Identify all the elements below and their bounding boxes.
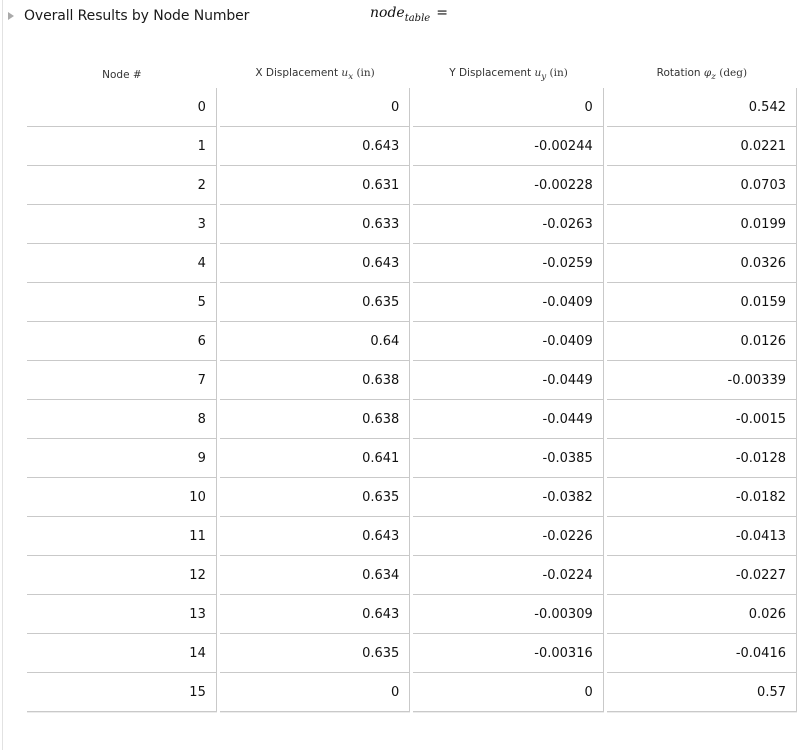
column-header-symbol: u bbox=[534, 67, 542, 80]
cell-node-number: 0 bbox=[27, 88, 217, 127]
formula-equals: = bbox=[436, 5, 448, 21]
cell-x-displacement: 0.635 bbox=[220, 283, 410, 322]
column-header-unit: (deg) bbox=[715, 67, 748, 80]
column-header-text: X Displacement bbox=[255, 67, 342, 80]
cell-x-displacement: 0.643 bbox=[220, 595, 410, 634]
cell-node-number: 9 bbox=[27, 439, 217, 478]
cell-x-displacement: 0.634 bbox=[220, 556, 410, 595]
table-row bbox=[27, 283, 797, 322]
cell-rotation: -0.0015 bbox=[607, 400, 797, 439]
table-row bbox=[27, 400, 797, 439]
column-header-symbol: φ bbox=[703, 67, 712, 80]
cell-node-number: 11 bbox=[27, 517, 217, 556]
cell-rotation: -0.0413 bbox=[607, 517, 797, 556]
cell-rotation: -0.00339 bbox=[607, 361, 797, 400]
cell-x-displacement: 0.643 bbox=[220, 127, 410, 166]
table-row bbox=[27, 478, 797, 517]
cell-node-number: 3 bbox=[27, 205, 217, 244]
cell-node-number: 5 bbox=[27, 283, 217, 322]
table-row bbox=[27, 673, 797, 712]
cell-rotation: 0.542 bbox=[607, 88, 797, 127]
column-header-subscript: x bbox=[348, 72, 354, 83]
cell-x-displacement: 0.631 bbox=[220, 166, 410, 205]
cell-node-number: 7 bbox=[27, 361, 217, 400]
column-header-text: Y Displacement bbox=[449, 67, 535, 80]
table-row bbox=[27, 361, 797, 400]
table-row bbox=[27, 517, 797, 556]
cell-y-displacement: -0.0263 bbox=[413, 205, 603, 244]
cell-node-number: 13 bbox=[27, 595, 217, 634]
cell-rotation: 0.0326 bbox=[607, 244, 797, 283]
cell-node-number: 14 bbox=[27, 634, 217, 673]
cell-rotation: -0.0182 bbox=[607, 478, 797, 517]
column-header-text: Node # bbox=[102, 69, 142, 81]
region-left-border bbox=[2, 0, 3, 750]
cell-x-displacement: 0 bbox=[220, 88, 410, 127]
cell-node-number: 10 bbox=[27, 478, 217, 517]
formula-variable: node bbox=[370, 5, 405, 21]
cell-y-displacement: -0.0409 bbox=[413, 322, 603, 361]
cell-x-displacement: 0.635 bbox=[220, 634, 410, 673]
cell-rotation: -0.0128 bbox=[607, 439, 797, 478]
cell-x-displacement: 0.64 bbox=[220, 322, 410, 361]
column-header-subscript: y bbox=[541, 72, 547, 83]
table-header-row bbox=[27, 62, 797, 88]
column-header-subscript: z bbox=[711, 72, 716, 83]
table-row bbox=[27, 634, 797, 673]
cell-x-displacement: 0.638 bbox=[220, 400, 410, 439]
expand-triangle-icon[interactable] bbox=[8, 12, 14, 20]
cell-rotation: 0.0126 bbox=[607, 322, 797, 361]
cell-rotation: 0.0199 bbox=[607, 205, 797, 244]
cell-node-number: 2 bbox=[27, 166, 217, 205]
formula-subscript: table bbox=[404, 12, 431, 24]
table-row bbox=[27, 244, 797, 283]
table-row bbox=[27, 556, 797, 595]
cell-y-displacement: -0.0385 bbox=[413, 439, 603, 478]
column-header-rotation bbox=[607, 62, 797, 88]
column-header-unit: (in) bbox=[353, 67, 375, 80]
column-header-text: Rotation bbox=[656, 67, 704, 80]
cell-y-displacement: -0.00316 bbox=[413, 634, 603, 673]
cell-x-displacement: 0.633 bbox=[220, 205, 410, 244]
table-row bbox=[27, 127, 797, 166]
table-row bbox=[27, 166, 797, 205]
cell-y-displacement: -0.0224 bbox=[413, 556, 603, 595]
formula-label bbox=[370, 5, 448, 24]
cell-y-displacement: -0.0449 bbox=[413, 361, 603, 400]
cell-rotation: 0.57 bbox=[607, 673, 797, 712]
cell-y-displacement: -0.0409 bbox=[413, 283, 603, 322]
cell-node-number: 1 bbox=[27, 127, 217, 166]
column-header-x-displacement bbox=[220, 62, 410, 88]
cell-y-displacement: -0.00309 bbox=[413, 595, 603, 634]
cell-node-number: 6 bbox=[27, 322, 217, 361]
cell-y-displacement: -0.0226 bbox=[413, 517, 603, 556]
cell-y-displacement: -0.0259 bbox=[413, 244, 603, 283]
cell-node-number: 4 bbox=[27, 244, 217, 283]
cell-rotation: 0.026 bbox=[607, 595, 797, 634]
cell-y-displacement: 0 bbox=[413, 88, 603, 127]
section-header[interactable] bbox=[8, 6, 249, 26]
column-header-y-displacement bbox=[413, 62, 603, 88]
cell-x-displacement: 0 bbox=[220, 673, 410, 712]
node-results-table bbox=[24, 62, 800, 712]
column-header-unit: (in) bbox=[546, 67, 568, 80]
cell-y-displacement: 0 bbox=[413, 673, 603, 712]
cell-x-displacement: 0.643 bbox=[220, 244, 410, 283]
table-row bbox=[27, 439, 797, 478]
cell-y-displacement: -0.00244 bbox=[413, 127, 603, 166]
section-title[interactable]: Overall Results by Node Number bbox=[24, 8, 250, 24]
table-row bbox=[27, 205, 797, 244]
cell-node-number: 15 bbox=[27, 673, 217, 712]
cell-x-displacement: 0.641 bbox=[220, 439, 410, 478]
table-row bbox=[27, 88, 797, 127]
cell-x-displacement: 0.635 bbox=[220, 478, 410, 517]
cell-y-displacement: -0.0449 bbox=[413, 400, 603, 439]
cell-node-number: 12 bbox=[27, 556, 217, 595]
table-row bbox=[27, 322, 797, 361]
cell-rotation: 0.0159 bbox=[607, 283, 797, 322]
cell-rotation: -0.0227 bbox=[607, 556, 797, 595]
cell-x-displacement: 0.643 bbox=[220, 517, 410, 556]
cell-node-number: 8 bbox=[27, 400, 217, 439]
column-header-node bbox=[27, 62, 217, 88]
table-row bbox=[27, 595, 797, 634]
table-body bbox=[27, 88, 797, 712]
cell-rotation: 0.0703 bbox=[607, 166, 797, 205]
cell-rotation: 0.0221 bbox=[607, 127, 797, 166]
cell-rotation: -0.0416 bbox=[607, 634, 797, 673]
cell-x-displacement: 0.638 bbox=[220, 361, 410, 400]
cell-y-displacement: -0.00228 bbox=[413, 166, 603, 205]
cell-y-displacement: -0.0382 bbox=[413, 478, 603, 517]
column-header-symbol: u bbox=[341, 67, 349, 80]
